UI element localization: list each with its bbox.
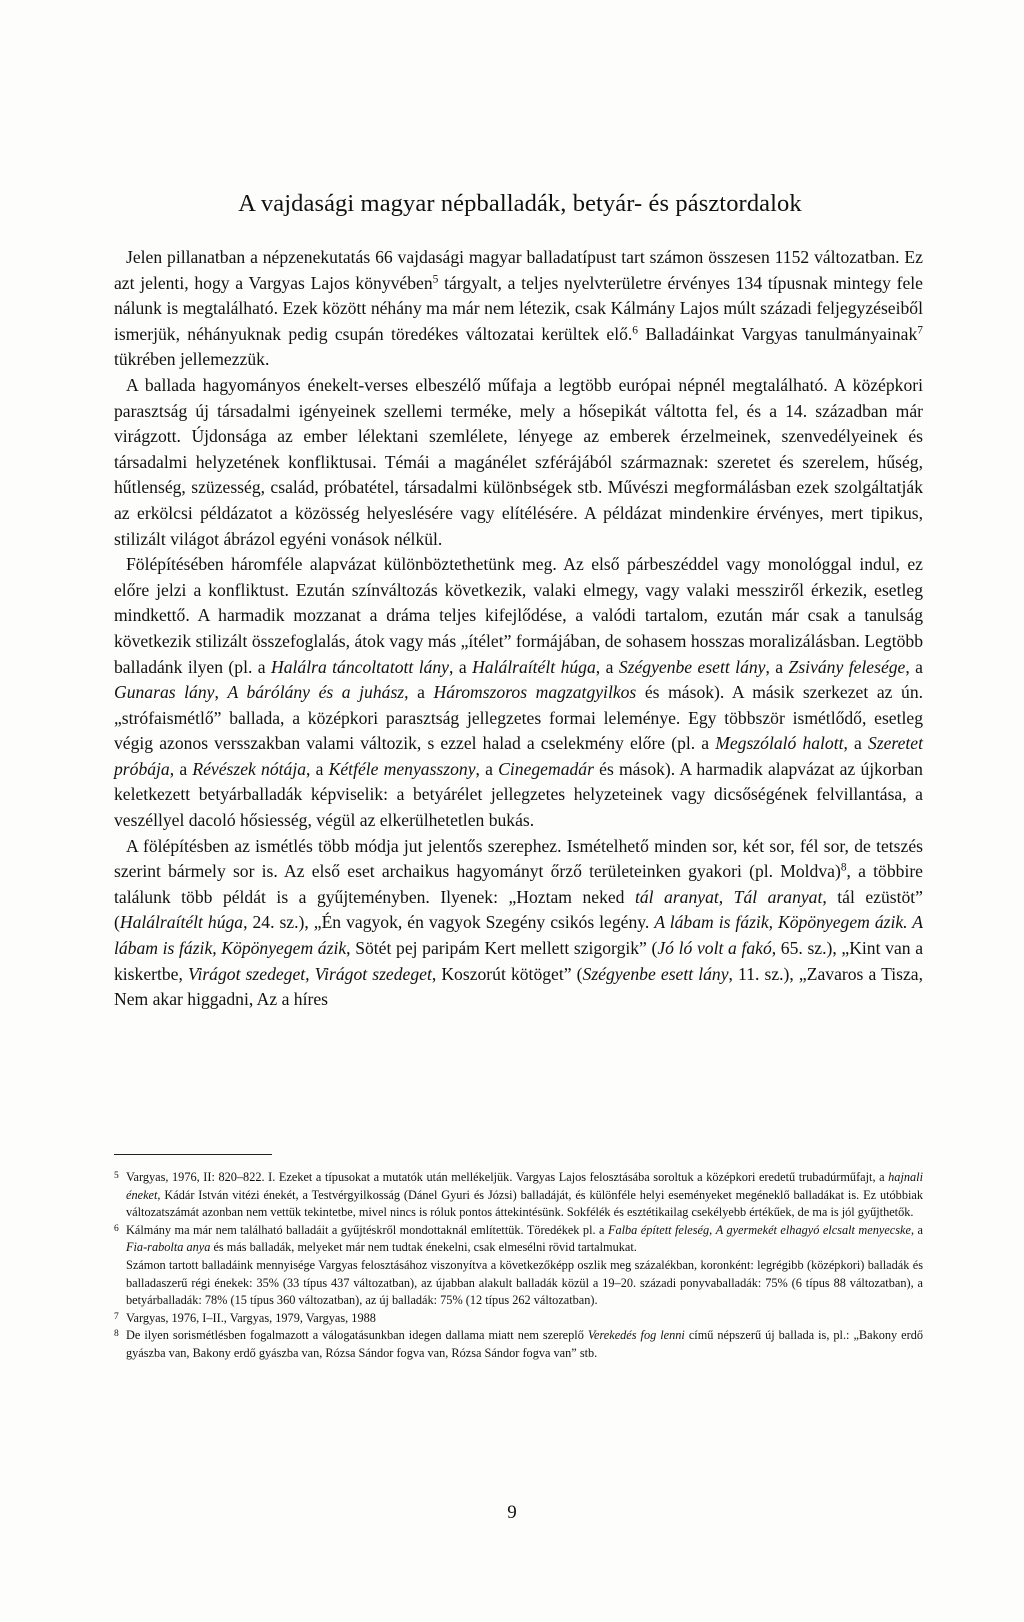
footnote [114,1327,923,1362]
footnote-number: 8 [114,1329,119,1340]
italic-title: A gyermekét elhagyó elcsalt menyecske [715,1222,911,1237]
footnote [114,1169,923,1222]
text-run: , tál ezüstöt” ( [114,886,923,933]
footnote [114,1222,923,1257]
text-run: , 65. sz.), „Kint van a kiskertbe, [114,938,924,984]
italic-title: Halálra táncoltatott lány [271,656,449,677]
footnote-number: 5 [114,1171,119,1181]
italic-title: Megszólaló halott [715,733,844,754]
footnote-separator [114,1154,272,1155]
text-run: , a [910,1222,923,1237]
italic-title: Szégyenbe esett lány [618,656,766,677]
footnote [114,1257,923,1310]
italic-title: Cinegemadár [498,758,594,779]
text-run: , a [404,682,434,703]
text-run: , a többire találunk több példát is a gyűjteményben. Ilyenek: „Hoztam neked [114,861,923,907]
text-run: A ballada hagyományos énekelt-verses elbeszélő műfaja a legtöbb európai népnél megtalálható. A középkori parasztság új társadalmi igényeinek szellemi terméke, mely a hősepikát váltotta fel, és a 14. században már virágzott. Újdonsága az ember lélektani szemlélete, lényege az emberek érzelmeinek, szenvedélyeinek és társadalmi helyzetének konfliktusai. Témái a magánélet szférájából származnak: szeretet és szerelem, hűség, hűtlenség, szüzesség, család, próbatétel, társadalmi különbségek stb. Művészi megformálásban ezek szolgáltatják az erkölcsi példázatot a közösség helyeslésére vagy elítélésére. A példázat mindenkire érvényes, mert tipikus, stilizált világot ábrázol egyéni vonások nélkül. [114,374,923,549]
text-run: , Koszorút kötöget” ( [431,963,583,984]
text-run: , a [449,656,473,677]
italic-title: A bárólány és a juhász [227,682,405,703]
text-run: Vargyas, 1976, I–II., Vargyas, 1979, Vargyas, 1988 [126,1310,376,1325]
italic-title: Virágot szedeget, Virágot szedeget [188,963,432,984]
text-run: A fölépítésben az ismétlés több módja jut jelentős szerephez. Ismételhető minden sor, két sor, fél sor, de tetszés szerint bármely sor is. Az első eset archaikus hagyományt őrző területeinken gyakori (pl. Moldva) [114,835,923,882]
text-run: és mások). A másik szerkezet az ún. „strófaismétlő” ballada, a középkori parasztság jellegzetes formai leleménye. Egy többször ismétlődő, esetleg végig azonos versszakban valami változik, s ezzel halad a cselekmény előre (pl. a [114,682,924,754]
text-run: , [214,682,228,703]
italic-title: A lábam is fázik, Köpönyegem ázik. A lábam is fázik, Köpönyegem ázik [114,912,923,959]
text-run: , 24. sz.), „Én vagyok, én vagyok Szegény csikós legény. [243,912,655,933]
italic-title: Falba épített feleség [607,1222,710,1237]
text-run: , Sötét pej paripám Kert mellett szigorgik” ( [346,938,658,959]
footnote-reference: 7 [917,324,923,337]
body-paragraph [114,552,923,834]
body-paragraph [114,245,923,373]
body-paragraph [114,834,923,1013]
page-number: 9 [507,1502,517,1523]
text-run: , a [475,758,499,779]
italic-title: Kétféle menyasszony [328,758,476,779]
footnote-reference: 6 [632,324,638,337]
text-run: , a [595,656,619,677]
text-run: , Kádár István vitézi énekét, a Testvérgyilkosság (Dánel Gyuri és Józsi) balladáját, és különféle helyi eseményeket megéneklő balladákat is. Ez utóbbiak változatszámát azonban nem vettük tekintetbe, mivel nincs is róluk pontos áttekintésünk. Sokfélék és esztétikailag csekélyebb értékűek, de ma is jól gyűjthetők. [126,1187,923,1220]
footnote-reference: 8 [840,861,847,874]
text-run: című népszerű új ballada is, pl.: „Bakony erdő gyászba van, Bakony erdő gyászba van, Rózsa Sándor fogva van, Rózsa Sándor fogva van” stb. [126,1328,923,1360]
italic-title: Szégyenbe esett lány [582,963,729,984]
text-run: De ilyen sorismétlésben fogalmazott a válogatásunkban idegen dallama miatt nem szereplő [126,1328,588,1343]
italic-title: Halálraítélt húga [472,656,596,677]
text-run: , a [169,758,193,779]
italic-title: Szeretet próbája [114,733,923,779]
text-run: tükrében jellemezzük. [114,349,270,370]
italic-title: Verekedés fog lenni [587,1328,685,1343]
italic-title: Zsivány felesége [788,656,906,677]
italic-title: Jó ló volt a fakó [657,938,772,959]
text-run: Jelen pillanatban a népzenekutatás 66 vajdasági magyar balladatípust tart számon összesen 1152 változatban. Ez azt jelenti, hogy a Vargyas Lajos könyvében [114,247,923,293]
footnote-reference: 5 [432,273,439,286]
text-run: és más balladák, melyeket már nem tudtak énekelni, csak elmesélni rövid tartalmukat. [210,1240,637,1255]
text-run: , a [905,656,923,677]
text-run: Balladáinkat Vargyas tanulmányainak [638,323,918,344]
text-run: , a [843,733,868,754]
text-run: , a [306,758,329,779]
footnote [114,1310,923,1328]
footnotes [114,1169,923,1363]
body-text [114,245,923,1013]
italic-title: Háromszoros magzatgyilkos [433,682,637,703]
text-run: , a [765,656,789,677]
italic-title: hajnali éneket [126,1170,923,1202]
text-run: Kálmány ma már nem található balladáit a gyűjtéskről mondottaknál említettük. Töredékek pl. a [126,1222,608,1237]
footnote-number: 6 [114,1223,119,1234]
footnote-number: 7 [114,1311,119,1322]
italic-title: Gunaras lány [114,682,215,703]
text-run: , 11. sz.), „Zavaros a Tisza, Nem akar higgadni, Az a híres [114,963,923,1010]
italic-title: Halálraítélt húga [119,912,244,933]
page-title: A vajdasági magyar népballadák, betyár- és pásztordalok [238,190,802,217]
text-run: Vargyas, 1976, II: 820–822. I. Ezeket a típusokat a mutatók után mellékeljük. Vargyas Lajos felosztásába soroltuk a középkori eredetű trubadúrműfajt, a [126,1170,889,1184]
text-run: Fölépítésében háromféle alapvázat különböztethetünk meg. Az első párbeszéddel vagy monológgal indul, ez előre jelzi a konfliktust. Ezután színváltozás következik, valaki elmegy, vagy valaki messziről érkezik, esetleg mindkettő. A harmadik mozzanat a dráma teljes kifejlődése, a valódi tartalom, ezután már csak a tanulság következik stilizált összefoglalás, átok vagy más „ítélet” formájában, de sohasem hosszas moralizálásban. Legtöbb balladánk ilyen (pl. a [114,554,923,677]
text-run: , [709,1222,716,1237]
italic-title: Révészek nótája [192,758,307,779]
italic-title: Fia-rabolta anya [126,1240,211,1255]
text-run: és mások). A harmadik alapvázat az újkorban keletkezett betyárballadák képviselik: a betyárélet jellegzetes helyzeteinek vagy dicsőségének felvillantása, a veszéllyel dacoló hősiesség, végül az elkerülhetetlen bukás. [114,758,923,831]
body-paragraph [114,373,923,552]
text-run: Számon tartott balladáink mennyisége Vargyas felosztásához viszonyítva a következőképp oszlik meg százalékban, koronként: legrégibb (középkori) balladák és balladaszerű régi énekek: 35% (33 típus 437 változatban), az újabban alakult balladák közül a 19–20. századi ponyvaballadák: 75% (6 típus 88 változatban), a betyárballadák: 78% (15 típus 360 változatban), az új balladák: 75% (12 típus 262 változatban). [126,1257,923,1308]
italic-title: tál aranyat, Tál aranyat [634,886,823,907]
text-run: tárgyalt, a teljes nyelvterületre érvényes 134 típusnak mintegy fele nálunk is megtalálható. Ezek között néhány ma már nem létezik, csak Kálmány Lajos múlt századi feljegyzéseiből ismerjük, néhányuknak pedig csupán töredékes változatai kerültek elő. [114,272,923,344]
